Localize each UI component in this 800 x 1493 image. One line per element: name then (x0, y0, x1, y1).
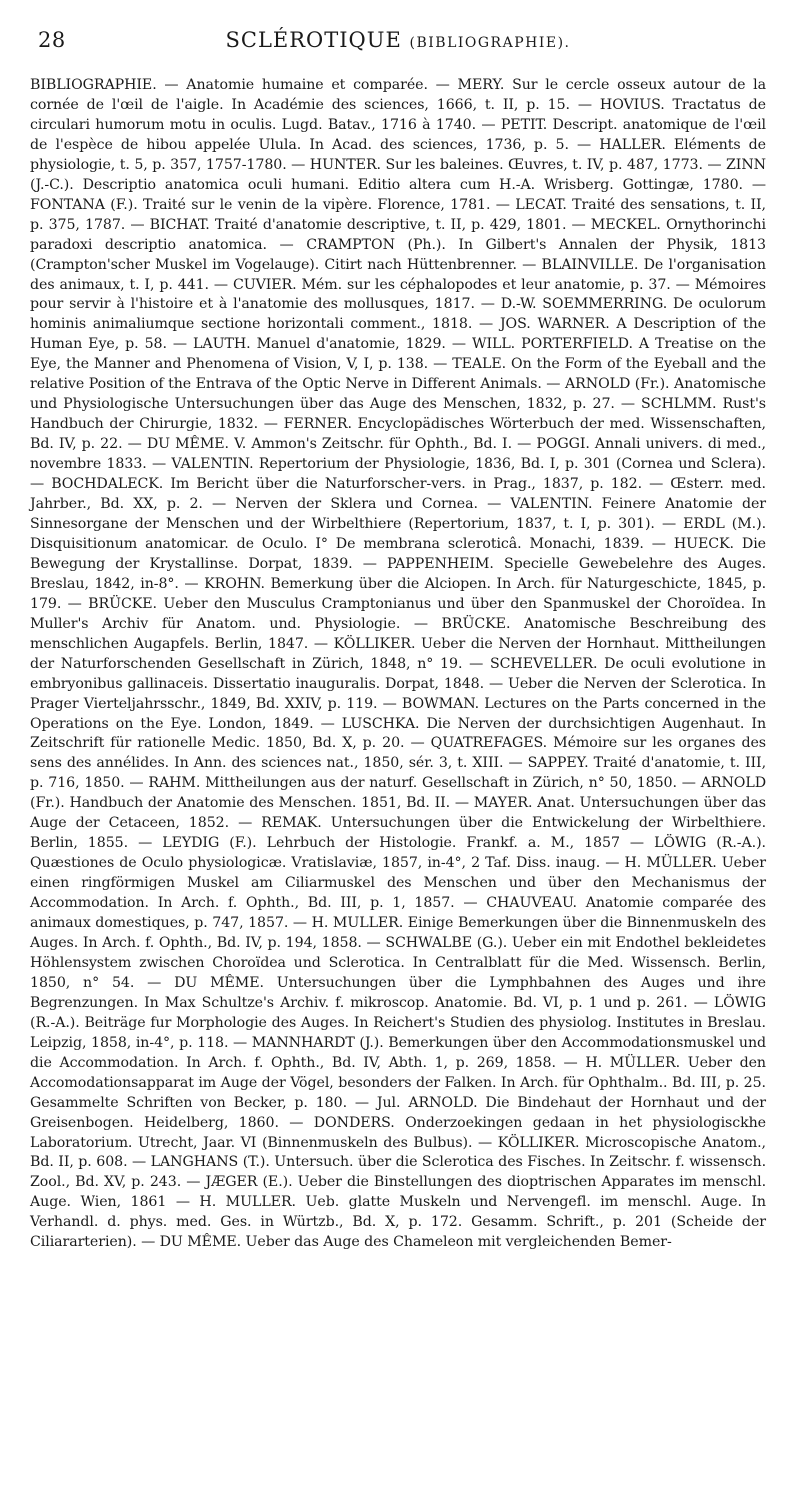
bibliography-paragraph: BIBLIOGRAPHIE. — Anatomie humaine et comparée. — MERY. Sur le cercle osseux autour de la cornée de l'œil de l'aigle. In Académie des sciences, 1666, t. II, p. 15. — HOVIUS. Tractatus de circulari humorum motu in oculis. Lugd. Batav., 1716 à 1740. — PETIT. Descript. anatomique de l'œil de l'espèce de hibou appelée Ulula. In Acad. des sciences, 1736, p. 5. — HALLER. Eléments de physiologie, t. 5, p. 357, 1757-1780. — HUNTER. Sur les baleines. Œuvres, t. IV, p. 487, 1773. — ZINN (J.-C.). Descriptio anatomica oculi humani. Editio altera cum H.-A. Wrisberg. Gottingæ, 1780. — FONTANA (F.). Traité sur le venin de la vipère. Florence, 1781. — LECAT. Traité des sensations, t. II, p. 375, 1787. — BICHAT. Traité d'anatomie descriptive, t. II, p. 429, 1801. — MECKEL. Ornythorinchi paradoxi descriptio anatomica. — CRAMPTON (Ph.). In Gilbert's Annalen der Physik, 1813 (Crampton'scher Muskel im Vogelauge). Citirt nach Hüttenbrenner. — BLAINVILLE. De l'organisation des animaux, t. I, p. 441. — CUVIER. Mém. sur les céphalopodes et leur anatomie, p. 37. — Mémoires pour servir à l'histoire et à l'anatomie des mollusques, 1817. — D.-W. SOEMMERRING. De oculorum hominis animaliumque sectione horizontali comment., 1818. — JOS. WARNER. A Description of the Human Eye, p. 58. — LAUTH. Manuel d'anatomie, 1829. — WILL. PORTERFIELD. A Treatise on the Eye, the Manner and Phenomena of Vision, V, I, p. 138. — TEALE. On the Form of the Eyeball and the relative Position of the Entrava of the Optic Nerve in Different Animals. — ARNOLD (Fr.). Anatomische und Physiologische Untersuchungen über das Auge des Menschen, 1832, p. 27. — SCHLMM. Rust's Handbuch der Chirurgie, 1832. — FERNER. Encyclopädisches Wörterbuch der med. Wissenschaften, Bd. IV, p. 22. — DU MÊME. V. Ammon's Zeitschr. für Ophth., Bd. I. — POGGI. Annali univers. di med., novembre 1833. — VALENTIN. Repertorium der Physiologie, 1836, Bd. I, p. 301 (Cornea und Sclera). — BOCHDALECK. Im Bericht über die Naturforscher-vers. in Prag., 1837, p. 182. — Œsterr. med. Jahrber., Bd. XX, p. 2. — Nerven der Sklera und Cornea. — VALENTIN. Feinere Anatomie der Sinnesorgane der Menschen und der Wirbelthiere (Repertorium, 1837, t. I, p. 301). — ERDL (M.). Disquisitionum anatomicar. de Oculo. I° De membrana scleroticâ. Monachi, 1839. — HUECK. Die Bewegung der Krystallinse. Dorpat, 1839. — PAPPENHEIM. Specielle Gewebelehre des Auges. Breslau, 1842, in-8°. — KROHN. Bemerkung über die Alciopen. In Arch. für Naturgeschicte, 1845, p. 179. — BRÜCKE. Ueber den Musculus Cramptonianus und über den Spanmuskel der Choroïdea. In Muller's Archiv für Anatom. und. Physiologie. — BRÜCKE. Anatomische Beschreibung des menschlichen Augapfels. Berlin, 1847. — KÖLLIKER. Ueber die Nerven der Hornhaut. Mittheilungen der Naturforschenden Gesellschaft in Zürich, 1848, n° 19. — SCHEVELLER. De oculi evolutione in embryonibus gallinaceis. Dissertatio inauguralis. Dorpat, 1848. — Ueber die Nerven der Sclerotica. In Prager Vierteljahrsschr., 1849, Bd. XXIV, p. 119. — BOWMAN. Lectures on the Parts concerned in the Operations on the Eye. London, 1849. — LUSCHKA. Die Nerven der durchsichtigen Augenhaut. In Zeitschrift für rationelle Medic. 1850, Bd. X, p. 20. — QUATREFAGES. Mémoire sur les organes des sens des annélides. In Ann. des sciences nat., 1850, sér. 3, t. XIII. — SAPPEY. Traité d'anatomie, t. III, p. 716, 1850. — RAHM. Mittheilungen aus der naturf. Gesellschaft in Zürich, n° 50, 1850. — ARNOLD (Fr.). Handbuch der Anatomie des Menschen. 1851, Bd. II. — MAYER. Anat. Untersuchungen über das Auge der Cetaceen, 1852. — REMAK. Untersuchungen über die Entwickelung der Wirbelthiere. Berlin, 1855. — LEYDIG (F.). Lehrbuch der Histologie. Frankf. a. M., 1857 — LÖWIG (R.-A.). Quæstiones de Oculo physiologicæ. Vratislaviæ, 1857, in-4°, 2 Taf. Diss. inaug. — H. MÜLLER. Ueber einen ringförmigen Muskel am Ciliarmuskel des Menschen und über den Mechanismus der Accommodation. In Arch. f. Ophth., Bd. III, p. 1, 1857. — CHAUVEAU. Anatomie comparée des animaux domestiques, p. 747, 1857. — H. MULLER. Einige Bemerkungen über die Binnenmuskeln des Auges. In Arch. f. Ophth., Bd. IV, p. 194, 1858. — SCHWALBE (G.). Ueber ein mit Endothel bekleidetes Höhlensystem zwischen Choroïdea und Sclerotica. In Centralblatt für die Med. Wissensch. Berlin, 1850, n° 54. — DU MÊME. Untersuchungen über die Lymphbahnen des Auges und ihre Begrenzungen. In Max Schultze's Archiv. f. mikroscop. Anatomie. Bd. VI, p. 1 und p. 261. — LÖWIG (R.-A.). Beiträge fur Morphologie des Auges. In Reichert's Studien des physiolog. Institutes in Breslau. Leipzig, 1858, in-4°, p. 118. — MANNHARDT (J.). Bemerkungen über den Accommodationsmuskel und die Accommodation. In Arch. f. Ophth., Bd. IV, Abth. 1, p. 269, 1858. — H. MÜLLER. Ueber den Accomodationsapparat im Auge der Vögel, besonders der Falken. In Arch. für Ophthalm.. Bd. III, p. 25. Gesammelte Schriften von Becker, p. 180. — Jul. ARNOLD. Die Bindehaut der Hornhaut und der Greisenbogen. Heidelberg, 1860. — DONDERS. Onderzoekingen gedaan in het physiologisckhe Laboratorium. Utrecht, Jaar. VI (Binnenmuskeln des Bulbus). — KÖLLIKER. Microscopische Anatom., Bd. II, p. 608. — LANGHANS (T.). Untersuch. über die Sclerotica des Fisches. In Zeitschr. f. wissensch. Zool., Bd. XV, p. 243. — JÆGER (E.). Ueber die Binstellungen des dioptrischen Apparates im menschl. Auge. Wien, 1861 — H. MULLER. Ueb. glatte Muskeln und Nervengefl. im menschl. Auge. In Verhandl. d. phys. med. Ges. in Würtzb., Bd. X, p. 172. Gesamm. Schrift., p. 201 (Scheide der Ciliararterien). — DU MÊME. Ueber das Auge des Chameleon mit vergleichenden Bemer- (30, 77, 766, 1251)
page-number: 28 (38, 28, 66, 52)
running-title-sub: (BIBLIOGRAPHIE). (409, 35, 571, 51)
running-title (30, 28, 766, 52)
running-title-main: SCLÉROTIQUE (225, 28, 402, 52)
running-head (30, 22, 766, 66)
